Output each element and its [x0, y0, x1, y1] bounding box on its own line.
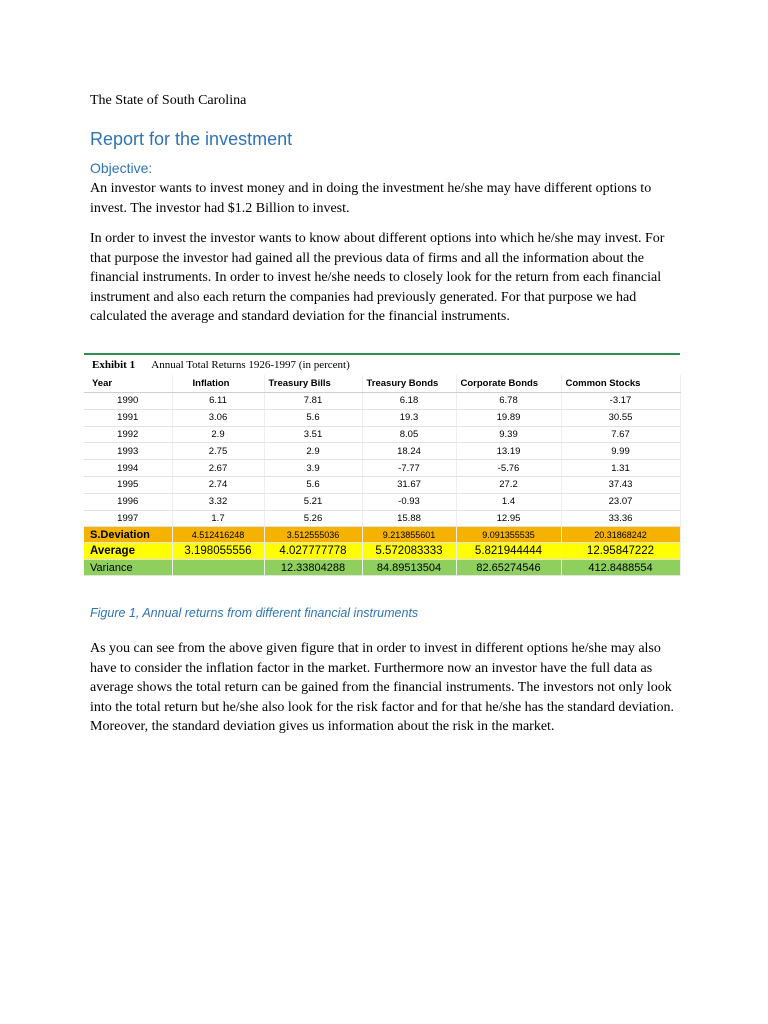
table-row: [84, 409, 680, 426]
table-cell: Common Stocks: [561, 375, 680, 393]
table-cell: 1994: [84, 460, 172, 477]
table-cell: 5.572083333: [362, 543, 456, 560]
table-row: [84, 460, 680, 477]
table-cell: 1996: [84, 493, 172, 510]
table-cell: 4.027777778: [264, 543, 362, 560]
table-cell: 1993: [84, 443, 172, 460]
table-cell: Inflation: [172, 375, 264, 393]
table-cell: 33.36: [561, 510, 680, 527]
table-row: [84, 510, 680, 527]
table-header-row: [84, 375, 680, 393]
table-cell: 18.24: [362, 443, 456, 460]
table-cell: 3.32: [172, 493, 264, 510]
table-cell: 7.67: [561, 426, 680, 443]
table-cell: 12.33804288: [264, 560, 362, 576]
state-heading: The State of South Carolina: [90, 93, 247, 108]
table-cell: 2.67: [172, 460, 264, 477]
table-cell: 12.95847222: [561, 543, 680, 560]
exhibit-caption: Annual Total Returns 1926-1997 (in percent): [151, 359, 350, 371]
table-cell: 3.9: [264, 460, 362, 477]
table-cell: 8.05: [362, 426, 456, 443]
figure-caption: Figure 1, Annual returns from different financial instruments: [90, 606, 419, 620]
paragraph-1: An investor wants to invest money and in doing the investment he/she may have different options to invest. The investor had $1.2 Billion to invest.: [90, 181, 652, 216]
table-cell: -0.93: [362, 493, 456, 510]
table-cell: 6.11: [172, 393, 264, 410]
table-cell: 1990: [84, 393, 172, 410]
table-cell: 19.3: [362, 409, 456, 426]
table-cell: -7.77: [362, 460, 456, 477]
table-cell: 9.39: [456, 426, 561, 443]
table-row: [84, 393, 680, 410]
returns-table: [84, 375, 681, 576]
table-cell: 3.198055556: [172, 543, 264, 560]
table-cell: 2.9: [264, 443, 362, 460]
paragraph-2: In order to invest the investor wants to know about different options into which he/she may invest. For that purpose the investor had gained all the previous data of firms and all the information about the financial instruments. In order to invest he/she needs to closely look for the return from each financial instrument and also each return the companies had previously generated. For that purpose we had calculated the average and standard deviation for the financial instruments.: [90, 231, 665, 324]
table-cell: 5.821944444: [456, 543, 561, 560]
table-cell: 20.31868242: [561, 527, 680, 543]
table-cell: 30.55: [561, 409, 680, 426]
report-title: Report for the investment: [90, 129, 293, 149]
table-cell: 1.31: [561, 460, 680, 477]
table-cell: 84.89513504: [362, 560, 456, 576]
table-cell: -5.76: [456, 460, 561, 477]
table-cell: 6.78: [456, 393, 561, 410]
table-row: [84, 493, 680, 510]
table-cell: 1.7: [172, 510, 264, 527]
table-cell: 2.9: [172, 426, 264, 443]
table-cell: 9.213855601: [362, 527, 456, 543]
exhibit-table-image: [84, 353, 680, 598]
sdev-row: [84, 527, 680, 543]
exhibit-title: [92, 359, 350, 371]
table-cell: 5.6: [264, 409, 362, 426]
table-cell: Treasury Bills: [264, 375, 362, 393]
exhibit-label: Exhibit 1: [92, 359, 136, 371]
table-row: [84, 476, 680, 493]
table-cell: 5.26: [264, 510, 362, 527]
table-row: [84, 426, 680, 443]
table-cell: 412.8488554: [561, 560, 680, 576]
table-cell: Corporate Bonds: [456, 375, 561, 393]
table-cell: 1.4: [456, 493, 561, 510]
table-cell: Treasury Bonds: [362, 375, 456, 393]
table-cell: 15.88: [362, 510, 456, 527]
table-cell: 1995: [84, 476, 172, 493]
table-cell: 5.6: [264, 476, 362, 493]
table-cell: Variance: [84, 560, 172, 576]
table-cell: 82.65274546: [456, 560, 561, 576]
table-cell: [172, 560, 264, 576]
table-cell: 13.19: [456, 443, 561, 460]
table-cell: 19.89: [456, 409, 561, 426]
table-cell: 3.512555036: [264, 527, 362, 543]
table-cell: 12.95: [456, 510, 561, 527]
table-cell: 37.43: [561, 476, 680, 493]
table-cell: S.Deviation: [84, 527, 172, 543]
table-row: [84, 443, 680, 460]
table-cell: -3.17: [561, 393, 680, 410]
table-cell: 6.18: [362, 393, 456, 410]
table-cell: 3.06: [172, 409, 264, 426]
table-cell: 3.51: [264, 426, 362, 443]
table-cell: 9.091355535: [456, 527, 561, 543]
table-cell: Year: [84, 375, 172, 393]
table-cell: 2.75: [172, 443, 264, 460]
table-cell: 1997: [84, 510, 172, 527]
table-cell: Average: [84, 543, 172, 560]
table-cell: 7.81: [264, 393, 362, 410]
table-cell: 31.67: [362, 476, 456, 493]
table-cell: 23.07: [561, 493, 680, 510]
table-cell: 9.99: [561, 443, 680, 460]
table-cell: 2.74: [172, 476, 264, 493]
table-cell: 27.2: [456, 476, 561, 493]
table-cell: 1991: [84, 409, 172, 426]
paragraph-3: As you can see from the above given figure that in order to invest in different options he/she may also have to consider the inflation factor in the market. Furthermore now an investor have the full data as average shows the total return can be gained from the financial instruments. The investors not only look into the total return but he/she also look for the risk factor and for that he/she has the standard deviation. Moreover, the standard deviation gives us information about the risk in the market.: [90, 641, 674, 734]
table-cell: 4.512416248: [172, 527, 264, 543]
objective-heading: Objective:: [90, 160, 153, 176]
table-cell: 5.21: [264, 493, 362, 510]
table-cell: 1992: [84, 426, 172, 443]
variance-row: [84, 560, 680, 576]
average-row: [84, 543, 680, 560]
exhibit-top-rule: [84, 353, 680, 355]
